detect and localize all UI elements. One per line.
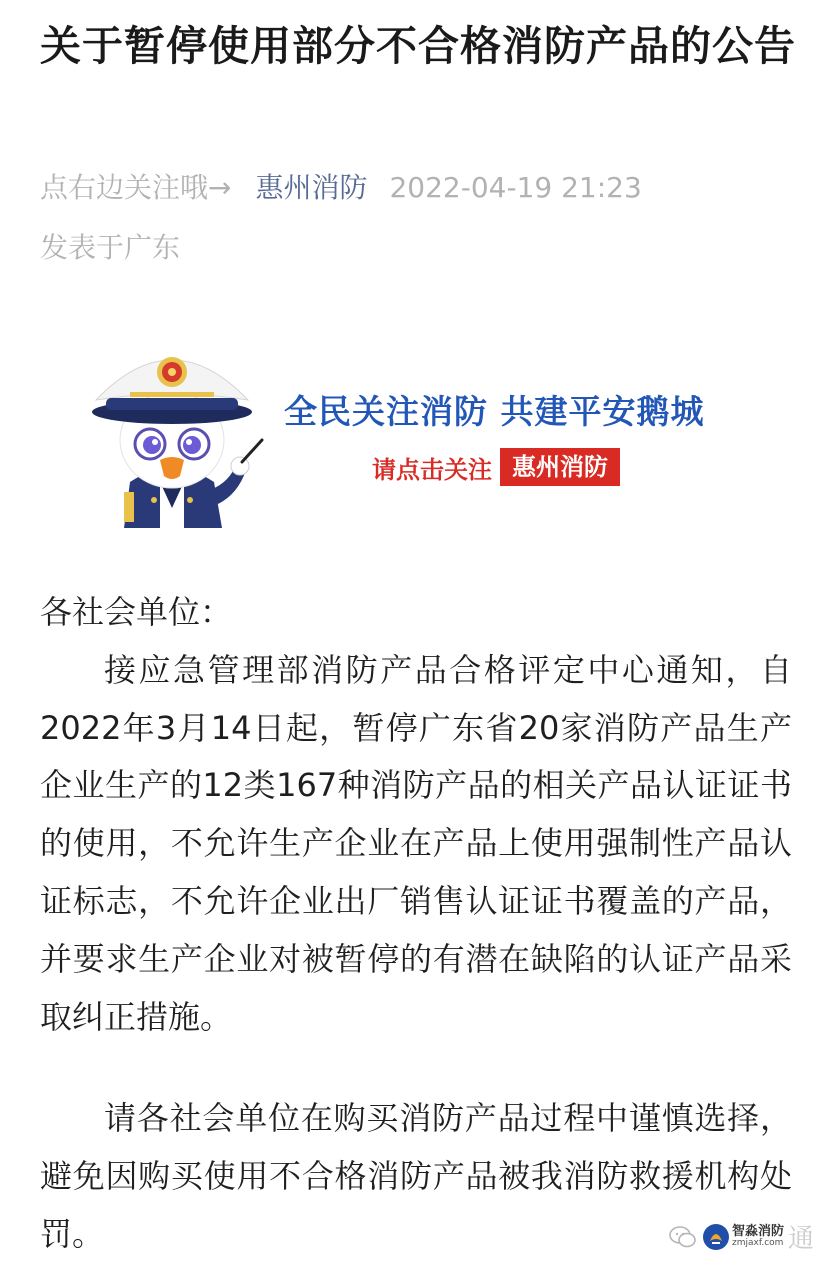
watermark-brand-cn: 智淼消防 [732,1224,785,1239]
watermark [668,1218,814,1255]
paragraph-notice: 接应急管理部消防产品合格评定中心通知，自2022年3月14日起，暂停广东省20家消防产品生产企业生产的12类167种消防产品的相关产品认证证书的使用，不允许生产企业在产品上使用强制性产品认证标志，不允许企业出厂销售认证证书覆盖的产品，并要求生产企业对被暂停的有潜在缺陷的认证产品采取纠正措施。 [40,650,792,1036]
watermark-tail: 通 [788,1224,815,1254]
follow-cta[interactable] [372,448,620,486]
cta-prompt: 请点击关注 [372,455,492,484]
account-name-link[interactable]: 惠州消防 [255,171,368,204]
zhimiao-logo-icon [702,1223,730,1251]
banner-slogan: 全民关注消防 共建平安鹅城 [284,392,705,431]
follow-prompt: 点右边关注哦→ [40,171,232,204]
publish-location: 发表于广东 [40,231,181,264]
watermark-brand-en: zmjaxf.com [732,1238,784,1248]
cta-account-tag[interactable]: 惠州消防 [500,448,620,486]
article-body [40,584,792,1264]
article-title: 关于暂停使用部分不合格消防产品的公告 [40,22,796,70]
goose-mascot-icon [72,332,272,528]
article-meta [40,168,642,208]
paragraph-advice: 请各社会单位在购买消防产品过程中谨慎选择，避免因购买使用不合格消防产品被我消防救援机构处罚。 [40,1099,792,1253]
wechat-icon [668,1222,698,1252]
greeting: 各社会单位： [40,593,233,631]
publish-datetime: 2022-04-19 21:23 [389,171,642,204]
